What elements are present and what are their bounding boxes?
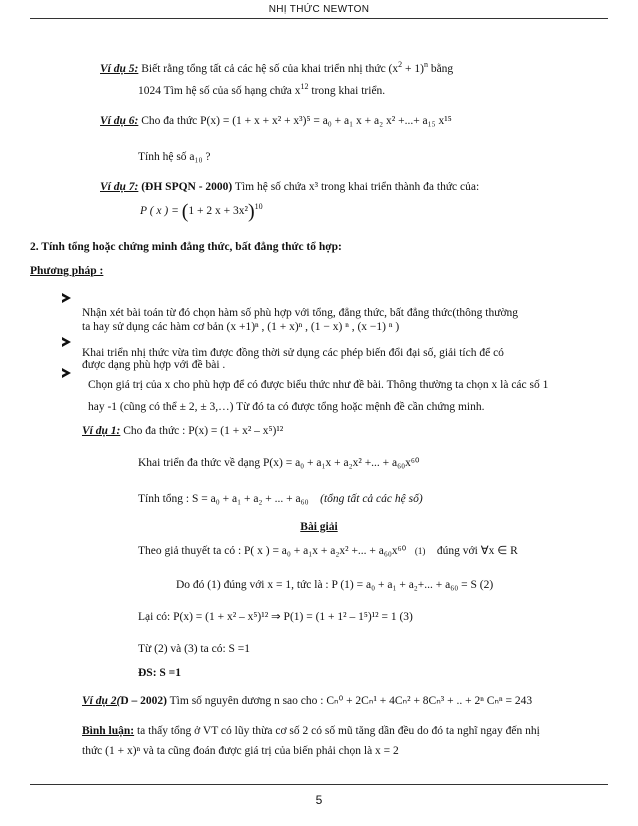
comment-line-2: thức (1 + x)ⁿ và ta cũng đoán được giá trị của biến phải chọn là x = 2 [82, 745, 399, 757]
page-header-title: NHỊ THỨC NEWTON [268, 4, 370, 15]
header-divider [30, 18, 608, 19]
example-6-line-2: Tính hệ số a₁₀ ? [138, 151, 211, 163]
example-2 [82, 694, 532, 708]
solution-line-4: Từ (2) và (3) ta có: S =1 [138, 643, 251, 655]
example-1-text: Cho đa thức : P(x) = (1 + x² – x⁵)¹² [120, 425, 284, 437]
example-2-source: D – 2002) [120, 695, 167, 707]
solution-line-3: Lại có: P(x) = (1 + x² – x⁵)¹² ⇒ P(1) = (1 + 1² – 1⁵)¹² = 1 (3) [138, 611, 413, 623]
example-6-label: Ví dụ 6: [100, 115, 139, 127]
example-5-text: Biết rằng tổng tất cả các hệ số của khai triển nhị thức (x [138, 63, 399, 75]
bullet-1-line-1: Nhận xét bài toán từ đó chọn hàm số phù hợp với tổng, đẳng thức, bất đẳng thức(thông thường [82, 307, 519, 319]
comment-label: Bình luận: [82, 725, 135, 737]
example-7-label: Ví dụ 7: [100, 181, 139, 193]
bullet-3-line-2: hay -1 (cũng có thể ± 2, ± 3,…) Từ đó ta có được tổng hoặc mệnh đề cần chứng minh. [88, 401, 485, 413]
bullet-2-line-2: được dạng phù hợp với đề bài . [82, 359, 226, 371]
example-5: Ví dụ 5: Biết rằng tổng tất cả các hệ số của khai triển nhị thức $(x^2 + 1)^n$ bằng [100, 60, 454, 75]
example-1-expand: Khai triển đa thức về dạng P(x) = a₀ + a₁x + a₂x² +... + a₆₀x⁶⁰ [138, 457, 420, 469]
example-2-label: Ví dụ 2( [82, 695, 121, 707]
example-1 [82, 424, 283, 438]
example-5-line-2: 1024 Tìm hệ số của số hạng chứa $x^{12}$ trong khai triển. [138, 82, 386, 97]
bullet-arrow-icon [62, 368, 71, 378]
example-7-source: (ĐH SPQN - 2000) [138, 181, 233, 193]
comment-line-1: Bình luận: ta thấy tổng ở VT có lũy thừa cơ số 2 có số mũ tăng dần đều do đó ta nghĩ ngay đến nhị [82, 725, 540, 737]
page-number: 5 [315, 793, 323, 807]
example-1-label: Ví dụ 1: [82, 425, 121, 437]
bullet-3-line-1: Chọn giá trị của x cho phù hợp để có được biểu thức như đề bài. Thông thường ta chọn x là các số 1 [88, 379, 549, 391]
bullet-arrow-icon [62, 337, 71, 347]
example-7-text: Tìm hệ số chứa x³ trong khai triển thành đa thức của: [232, 181, 480, 193]
method-label: Phương pháp : [30, 265, 104, 277]
example-5-label: Ví dụ 5: [100, 63, 139, 75]
example-7-formula: P ( x ) = (1 + 2 x + 3x²)$^{10}$ [140, 200, 263, 223]
solution-line-1: Theo giả thuyết ta có : P( x ) = a₀ + a₁x + a₂x² +... + a₆₀x⁶⁰ (1) đúng với ∀x ∈ R [138, 545, 518, 557]
example-1-sum: Tính tổng : S = a₀ + a₁ + a₂ + ... + a₆₀ (tổng tất cả các hệ số) [138, 493, 423, 505]
solution-line-2: Do đó (1) đúng với x = 1, tức là : P (1) = a₀ + a₁ + a₂+... + a₆₀ = S (2) [176, 579, 494, 591]
example-6 [100, 114, 452, 128]
example-2-text: Tìm số nguyên dương n sao cho : Cₙ⁰ + 2Cₙ¹ + 4Cₙ² + 8Cₙ³ + .. + 2ⁿ Cₙⁿ = 243 [166, 695, 533, 707]
footer-divider [30, 784, 608, 785]
example-6-text: Cho đa thức P(x) = (1 + x + x² + x³)⁵ = a₀ + a₁ x + a₂ x² +...+ a₁₅ x¹⁵ [138, 115, 452, 127]
solution-title: Bài giải [300, 521, 338, 533]
solution-answer: ĐS: S =1 [138, 667, 181, 679]
section-2-title: 2. Tính tổng hoặc chứng minh đẳng thức, bất đẳng thức tổ hợp: [30, 241, 342, 253]
bullet-1-line-2: ta hay sử dụng các hàm cơ bản (x +1)ⁿ , (1 + x)ⁿ , (1 − x) ⁿ , (x −1) ⁿ ) [82, 321, 400, 333]
example-7 [100, 180, 479, 194]
bullet-2-line-1: Khai triển nhị thức vừa tìm được đồng thời sử dụng các phép biến đổi đại số, giải tích để có [82, 347, 504, 359]
bullet-arrow-icon [62, 293, 71, 303]
